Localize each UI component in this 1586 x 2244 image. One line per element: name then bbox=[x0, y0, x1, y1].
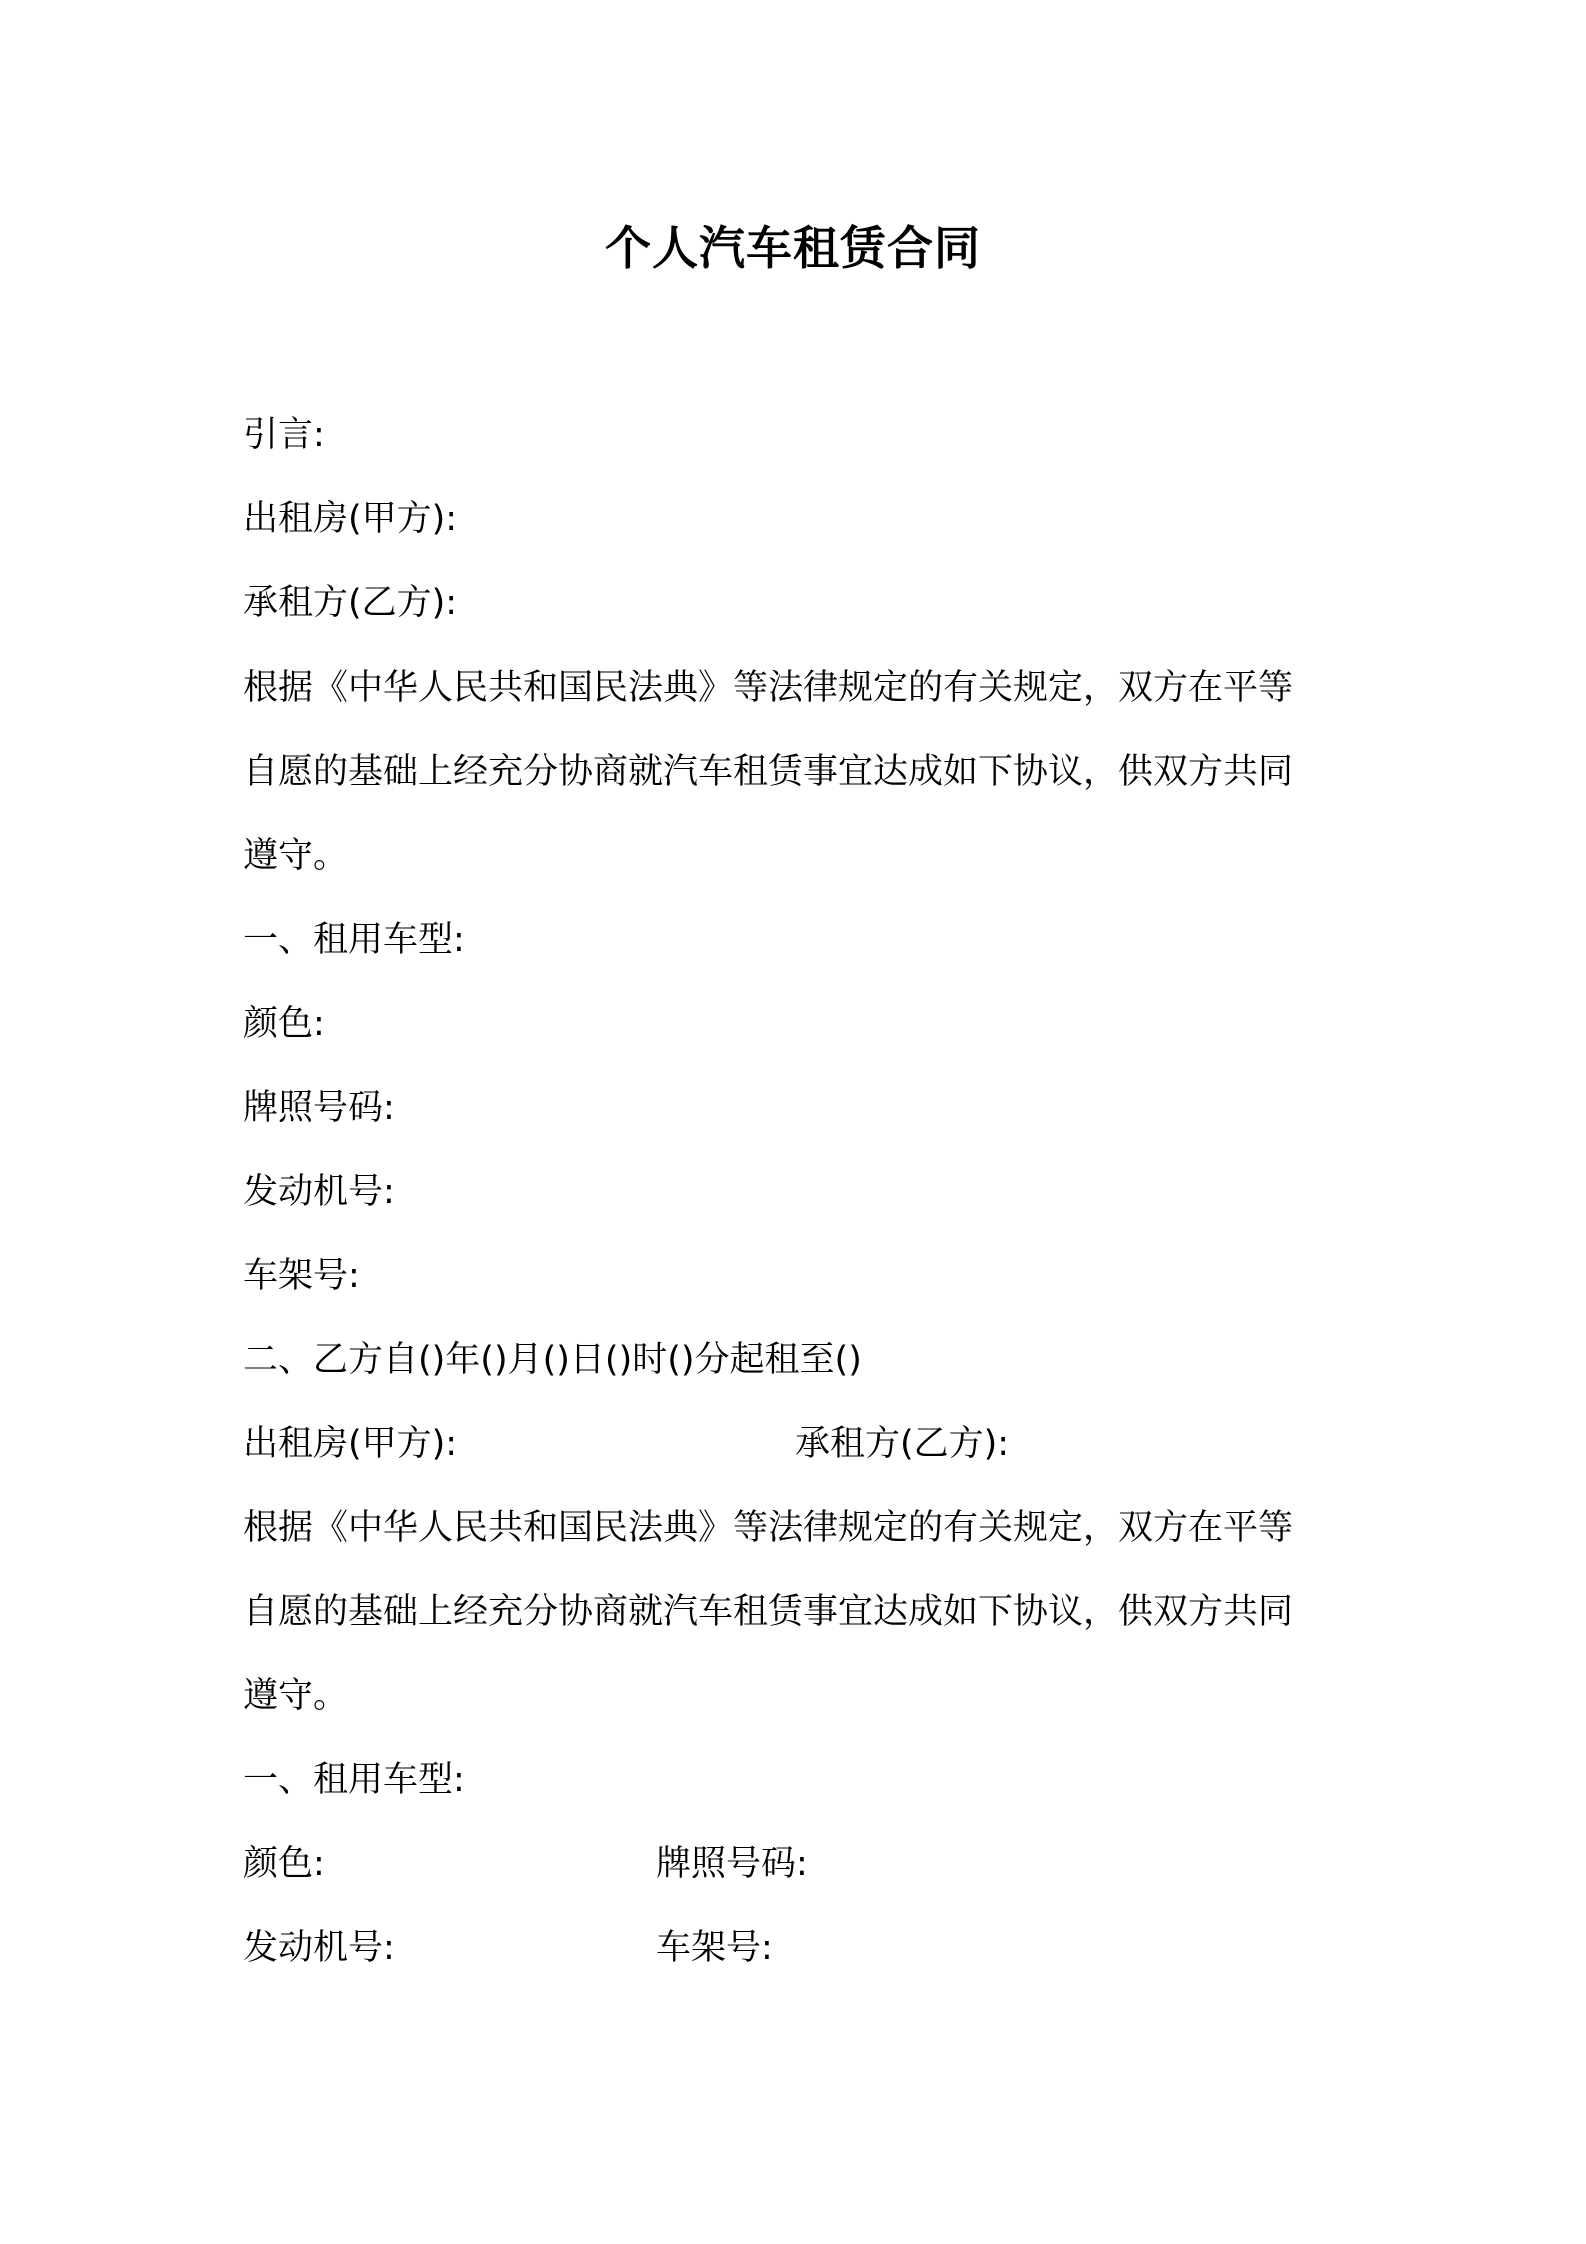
plate-label: 牌照号码: bbox=[243, 1088, 395, 1128]
preamble-2-line-1: 根据《中华人民共和国民法典》等法律规定的有关规定，双方在平等 bbox=[243, 1508, 1294, 1548]
preamble-line-2: 自愿的基础上经充分协商就汽车租赁事宜达成如下协议，供双方共同 bbox=[243, 752, 1294, 792]
section-1-title: 一、租用车型: bbox=[243, 920, 465, 960]
color-label: 颜色: bbox=[243, 1004, 325, 1044]
preamble-2-line-2: 自愿的基础上经充分协商就汽车租赁事宜达成如下协议，供双方共同 bbox=[243, 1592, 1294, 1632]
color-label-2: 颜色: bbox=[243, 1844, 325, 1884]
lessee-label: 承租方(乙方): bbox=[243, 583, 458, 623]
preamble-line-3: 遵守。 bbox=[243, 836, 349, 876]
intro-label: 引言: bbox=[243, 415, 325, 455]
section-2-text: 二、乙方自()年()月()日()时()分起租至() bbox=[243, 1340, 862, 1380]
engine-label-2: 发动机号: bbox=[243, 1928, 395, 1968]
frame-label-2: 车架号: bbox=[656, 1928, 773, 1968]
lessor-label: 出租房(甲方): bbox=[243, 499, 458, 539]
frame-label: 车架号: bbox=[243, 1256, 360, 1296]
preamble-2-line-3: 遵守。 bbox=[243, 1676, 349, 1716]
preamble-line-1: 根据《中华人民共和国民法典》等法律规定的有关规定，双方在平等 bbox=[243, 668, 1294, 708]
lessee-label-2: 承租方(乙方): bbox=[795, 1424, 1010, 1464]
page-title: 个人汽车租赁合同 bbox=[605, 221, 981, 275]
plate-label-2: 牌照号码: bbox=[656, 1844, 808, 1884]
lessor-label-2: 出租房(甲方): bbox=[243, 1424, 458, 1464]
engine-label: 发动机号: bbox=[243, 1172, 395, 1212]
section-1-title-2: 一、租用车型: bbox=[243, 1760, 465, 1800]
